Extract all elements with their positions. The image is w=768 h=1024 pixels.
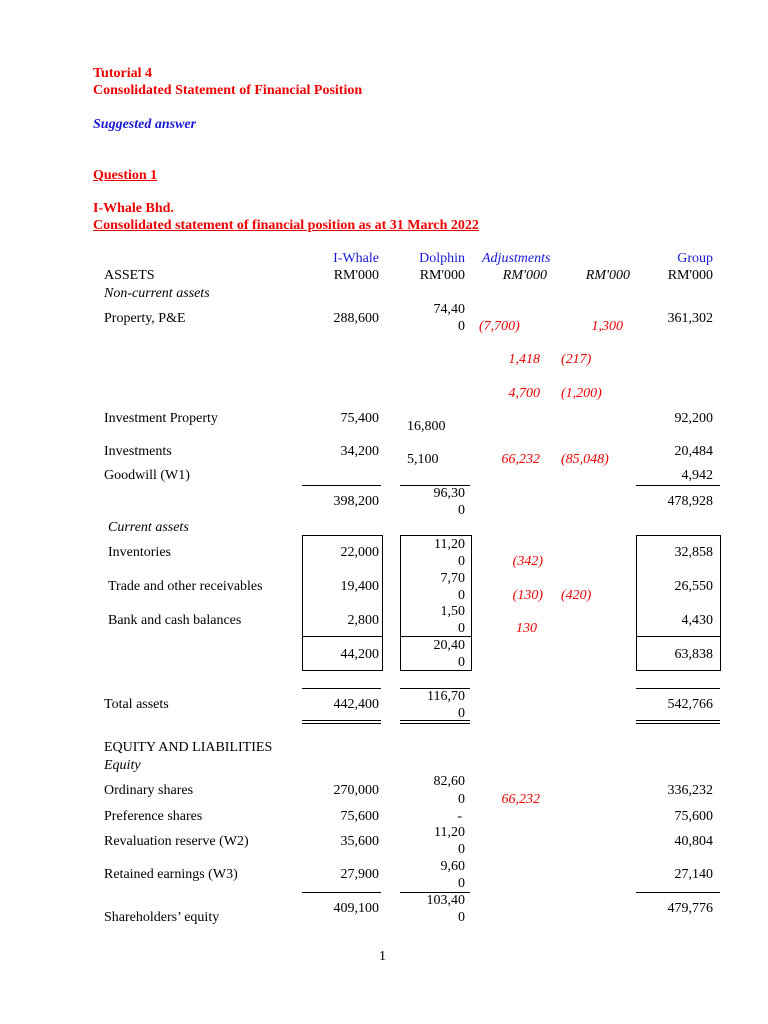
receivables-adj2: (420): [561, 588, 592, 603]
row-label-total-assets: Total assets: [104, 697, 169, 712]
row-label-investment-property: Investment Property: [104, 411, 218, 426]
noncurrent-heading: Non-current assets: [104, 286, 210, 301]
investments-group: 20,484: [674, 444, 713, 459]
shareholders-dolphin-b: 0: [458, 910, 465, 925]
unit-adj1: RM'000: [502, 268, 547, 283]
statement-title: Consolidated statement of financial position as at 31 March 2022: [93, 218, 479, 233]
goodwill-group: 4,942: [681, 468, 713, 483]
shareholders-dolphin-a: 103,40: [426, 893, 465, 908]
row-label-investments: Investments: [104, 444, 172, 459]
noncurrent-total-group: 478,928: [667, 494, 713, 509]
retained-dolphin-b: 0: [458, 876, 465, 891]
investment-property-iwhale: 75,400: [340, 411, 379, 426]
ppe-adj2-row2: (217): [561, 352, 592, 367]
ppe-dolphin-b: 0: [458, 319, 465, 334]
rule-total-bottom-group: [636, 720, 720, 724]
assets-heading: ASSETS: [104, 268, 155, 283]
ppe-adj2-row3: (1,200): [561, 386, 602, 401]
ppe-group: 361,302: [667, 311, 713, 326]
ppe-adj1-row2: 1,418: [508, 352, 540, 367]
ordinary-dolphin-a: 82,60: [433, 774, 465, 789]
shareholders-group: 479,776: [667, 901, 713, 916]
rule-equity-group: [636, 892, 720, 893]
retained-group: 27,140: [674, 867, 713, 882]
row-label-preference: Preference shares: [104, 809, 203, 824]
investments-dolphin: 5,100: [407, 452, 439, 467]
revaluation-group: 40,804: [674, 834, 713, 849]
rule-total-bottom-iwhale: [302, 720, 381, 724]
investments-iwhale: 34,200: [340, 444, 379, 459]
row-label-receivables: Trade and other receivables: [108, 579, 263, 594]
total-assets-dolphin-a: 116,70: [427, 689, 465, 704]
ppe-adj1-row3: 4,700: [508, 386, 540, 401]
row-label-retained: Retained earnings (W3): [104, 867, 238, 882]
preference-dolphin: -: [457, 809, 462, 824]
col-header-adjustments: Adjustments: [482, 251, 551, 266]
col-header-dolphin: Dolphin: [419, 251, 465, 266]
ppe-adj1: (7,700): [479, 319, 520, 334]
bank-iwhale: 2,800: [347, 613, 379, 628]
ppe-dolphin-a: 74,40: [433, 302, 465, 317]
receivables-dolphin-a: 7,70: [440, 571, 465, 586]
ordinary-adj1: 66,232: [501, 792, 540, 807]
bank-dolphin-b: 0: [458, 621, 465, 636]
row-label-bank: Bank and cash balances: [108, 613, 242, 628]
rule-current-iwhale: [302, 636, 383, 637]
rule-equity-iwhale: [302, 892, 381, 893]
revaluation-dolphin-a: 11,20: [434, 825, 465, 840]
unit-dolphin: RM'000: [419, 268, 465, 283]
current-total-dolphin-b: 0: [458, 655, 465, 670]
investments-adj1: 66,232: [501, 452, 540, 467]
row-label-shareholders-equity: Shareholders’ equity: [104, 910, 220, 925]
preference-group: 75,600: [674, 809, 713, 824]
rule-current-group: [636, 636, 721, 637]
receivables-adj1: (130): [512, 588, 543, 603]
current-total-group: 63,838: [674, 647, 713, 662]
bank-group: 4,430: [681, 613, 713, 628]
row-label-inventories: Inventories: [108, 545, 171, 560]
total-assets-dolphin-b: 0: [458, 706, 465, 721]
row-label-goodwill: Goodwill (W1): [104, 468, 190, 483]
page-number: 1: [379, 949, 386, 964]
row-label-revaluation: Revaluation reserve (W2): [104, 834, 249, 849]
inventories-adj1: (342): [512, 554, 543, 569]
document-subtitle: Consolidated Statement of Financial Position: [93, 83, 363, 98]
rule-total-top-iwhale: [302, 688, 381, 689]
noncurrent-total-dolphin-a: 96,30: [433, 486, 465, 501]
receivables-iwhale: 19,400: [340, 579, 379, 594]
equity-heading: Equity: [104, 758, 141, 773]
total-assets-iwhale: 442,400: [333, 697, 379, 712]
inventories-dolphin-a: 11,20: [434, 537, 465, 552]
row-label-ppe: Property, P&E: [104, 311, 186, 326]
rule-total-top-group: [636, 688, 720, 689]
bank-dolphin-a: 1,50: [440, 604, 465, 619]
receivables-group: 26,550: [674, 579, 713, 594]
investments-adj2: (85,048): [561, 452, 609, 467]
question-heading: Question 1: [93, 168, 158, 183]
current-heading: Current assets: [108, 520, 189, 535]
ordinary-iwhale: 270,000: [333, 783, 379, 798]
unit-adj2: RM'000: [585, 268, 630, 283]
inventories-group: 32,858: [674, 545, 713, 560]
rule-total-bottom-dolphin: [400, 720, 470, 724]
inventories-dolphin-b: 0: [458, 554, 465, 569]
current-total-dolphin-a: 20,40: [433, 638, 465, 653]
unit-iwhale: RM'000: [333, 268, 379, 283]
investment-property-group: 92,200: [674, 411, 713, 426]
col-header-iwhale: I-Whale: [333, 251, 379, 266]
shareholders-iwhale: 409,100: [333, 901, 379, 916]
ppe-iwhale: 288,600: [333, 311, 379, 326]
current-total-iwhale: 44,200: [340, 647, 379, 662]
retained-dolphin-a: 9,60: [440, 859, 465, 874]
revaluation-iwhale: 35,600: [340, 834, 379, 849]
ordinary-dolphin-b: 0: [458, 792, 465, 807]
revaluation-dolphin-b: 0: [458, 842, 465, 857]
total-assets-group: 542,766: [667, 697, 713, 712]
ppe-adj2: 1,300: [591, 319, 623, 334]
unit-group: RM'000: [667, 268, 713, 283]
inventories-iwhale: 22,000: [340, 545, 379, 560]
col-header-group: Group: [677, 251, 713, 266]
bank-adj1: 130: [516, 621, 537, 636]
preference-iwhale: 75,600: [340, 809, 379, 824]
suggested-answer-label: Suggested answer: [93, 117, 197, 132]
company-name: I-Whale Bhd.: [93, 201, 174, 216]
noncurrent-total-iwhale: 398,200: [333, 494, 379, 509]
equity-liabilities-heading: EQUITY AND LIABILITIES: [104, 740, 273, 755]
receivables-dolphin-b: 0: [458, 588, 465, 603]
rule-noncurrent-group: [636, 485, 720, 486]
row-label-ordinary: Ordinary shares: [104, 783, 194, 798]
ordinary-group: 336,232: [667, 783, 713, 798]
noncurrent-total-dolphin-b: 0: [458, 503, 465, 518]
rule-noncurrent-iwhale: [302, 485, 381, 486]
retained-iwhale: 27,900: [340, 867, 379, 882]
tutorial-title: Tutorial 4: [93, 66, 152, 81]
investment-property-dolphin: 16,800: [407, 419, 446, 434]
